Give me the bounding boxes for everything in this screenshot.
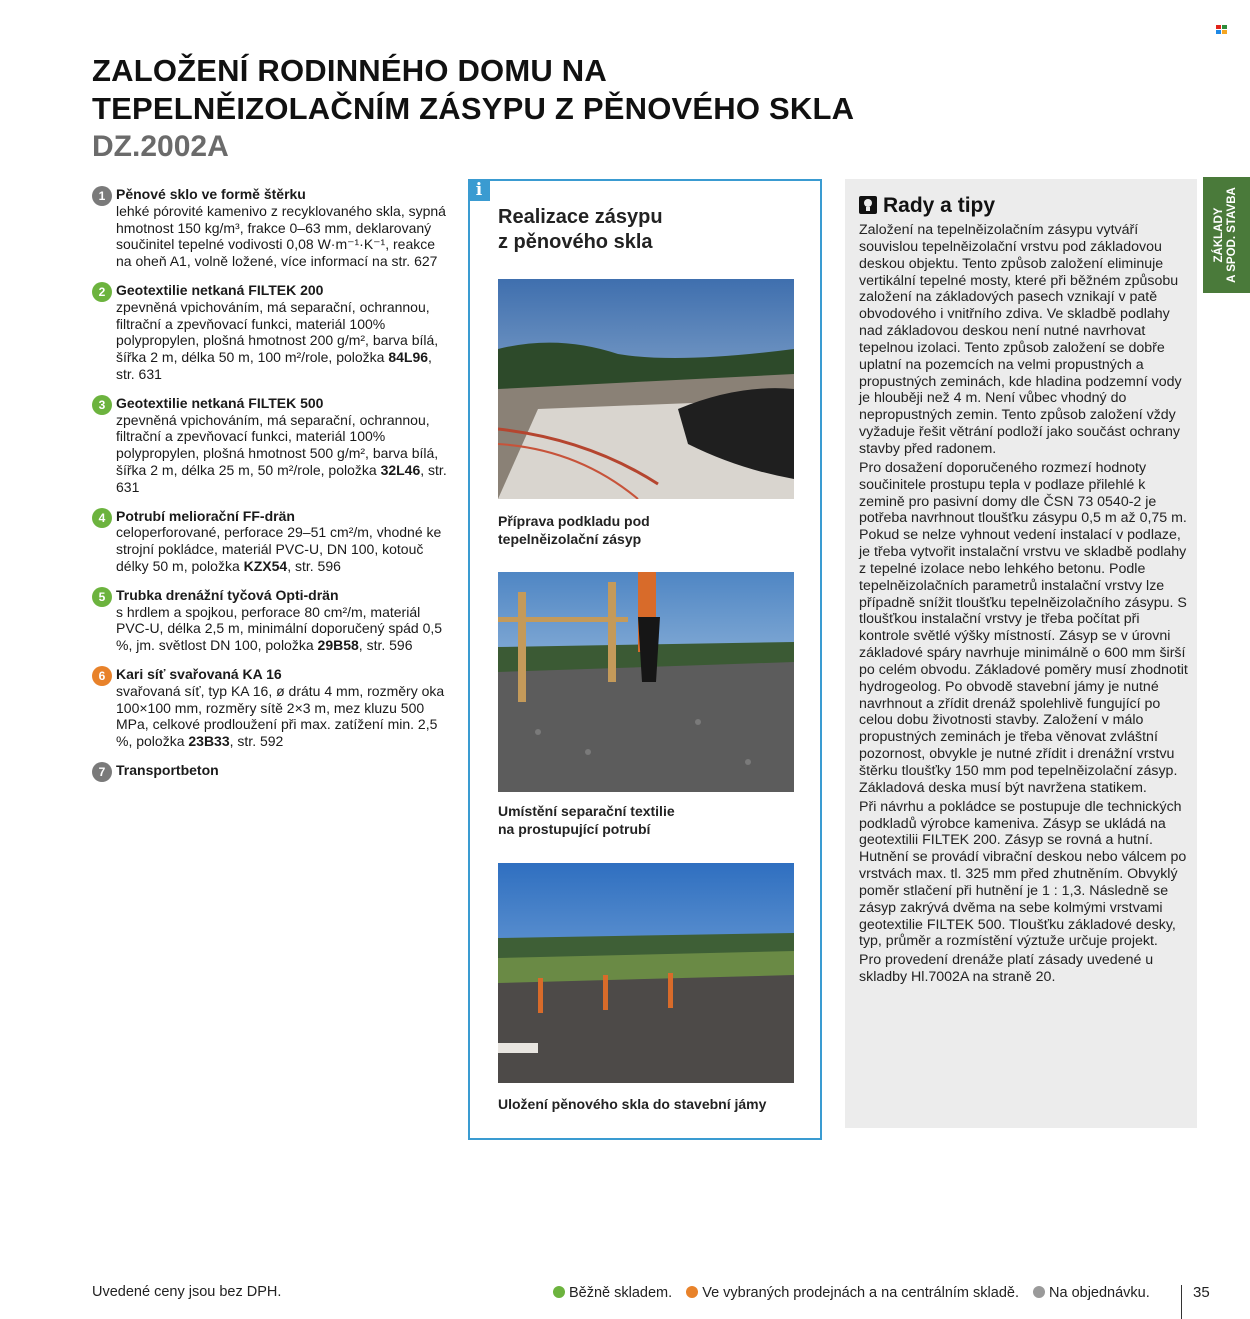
tips-body	[859, 222, 1191, 988]
legend-item-title: Potrubí meliorační FF-drän	[116, 507, 295, 524]
brand-logo	[1216, 25, 1228, 35]
legend-item-title: Kari síť svařovaná KA 16	[116, 665, 282, 682]
legend-item-desc: celoperforované, perforace 29–51 cm²/m, vhodné ke strojní pokládce, materiál PVC-U, DN 100, kotouč délky 50 m, položka KZX54, str. 596	[116, 524, 442, 574]
legend-item-title: Geotextilie netkaná FILTEK 200	[116, 281, 324, 298]
legend-item-title: Transportbeton	[116, 761, 219, 778]
legend-item-desc: zpevněná vpichováním, má separační, ochrannou, filtrační a zpevňovací funkci, materiál 100% polypropylen, plošná hmotnost 200 g/m², barva bílá, šířka 2 m, délka 50 m, 100 m²/role, položka 84L96, str. 631	[116, 298, 439, 382]
legend-item-title: Geotextilie netkaná FILTEK 500	[116, 394, 324, 411]
page-title-line1: ZALOŽENÍ RODINNÉHO DOMU NA	[92, 53, 607, 88]
logo-square-green	[1222, 25, 1227, 29]
detail-code: DZ.2002A	[92, 130, 229, 163]
lightbulb-icon	[859, 196, 877, 214]
photo-foam-glass-laying	[498, 863, 794, 1083]
tips-heading: Rady a tipy	[859, 193, 995, 219]
item-code: KZX54	[243, 557, 288, 574]
item-code: 23B33	[188, 733, 230, 750]
tips-paragraph: Založení na tepelněizolačním zásypu vytváří souvislou tepelněizolační vrstvu pod základovou deskou objektu. Tento způsob založení eliminuje vertikální tepelné mosty, které při běžném způsobu založení na základových pasech vznikají v patě obvodového i vnitřního zdiva. Ve skladbě podlahy nad základovou deskou není nutné navrhovat tepelnou izolaci. Tento způsob založení se dobře uplatní na pozemcích na velmi propustných a propustných zeminách, kde hladina podzemní vody je hlouběji než 4 m. Není vůbec vhodný do nepropustných zemin. Tento způsob založení vždy vyžaduje řešit větrání podloží jako součást ochrany stavby před radonem.	[859, 222, 1182, 457]
grey-dot-icon	[1033, 1286, 1045, 1298]
legend-number-badge: 7	[92, 762, 112, 782]
legend-item-desc: svařovaná síť, typ KA 16, ø drátu 4 mm, rozměry oka 100×100 mm, rozměry sítě 2×3 m, mez kluzu 500 MPa, celkové prodloužení při max. zatížení min. 2,5 %, položka 23B33, str. 592	[116, 682, 445, 750]
photo-caption: Umístění separační textilie na prostupující potrubí	[498, 803, 675, 837]
legend-number-badge: 5	[92, 587, 112, 607]
logo-square-blue	[1216, 30, 1221, 34]
legend-item	[92, 762, 452, 779]
page-title-line2: TEPELNĚIZOLAČNÍM ZÁSYPU Z PĚNOVÉHO SKLA	[92, 91, 855, 126]
orange-dot-icon	[686, 1286, 698, 1298]
tips-paragraph: Pro provedení drenáže platí zásady uvedené u skladby Hl.7002A na straně 20.	[859, 952, 1154, 986]
legend-item	[92, 395, 452, 496]
legend-item-desc: zpevněná vpichováním, má separační, ochrannou, filtrační a zpevňovací funkci, materiál 100% polypropylen, plošná hmotnost 500 g/m², barva bílá, šířka 2 m, délka 25 m, 50 m²/role, položka 32L46, str. 631	[116, 411, 447, 495]
section-side-tab-label: ZÁKLADY A SPOD. STAVBA	[1213, 187, 1238, 283]
availability-item-in-stock: Běžně skladem.	[553, 1285, 672, 1301]
tips-paragraph: Pro dosažení doporučeného rozmezí hodnoty součinitele prostupu tepla v podlaze přilehlé k zemině pro pasivní domy dle ČSN 73 0540-2 je potřeba navrhnout tloušťku zásypu 0,5 m až 0,75 m. Pokud se nelze vyhnout vedení instalací v podlaze, je třeba vytvořit instalační vrstvu ve skladbě podlahy z tepelné izolace nebo lehkého betonu. Podle tepelněizolačních parametrů instalační vrstvy lze případně snížit tloušťku tepelněizolačního zásypu. S tloušťkou instalační vrstvy je třeba počítat při kontrole světlé výšky místností. Zásyp se v úrovni základové spáry navrhuje minimálně o 600 mm širší po celém obvodu. Základové poměry musí zhodnotit hydrogeolog. Po obvodě stavební jámy je nutné navrhnout a zřídit drenáž spolehlivě fungující po celou dobu životnosti stavby. Založení v málo propustných zeminách je třeba věnovat zvláštní pozornost, obvykle je nutné zřídit i drenážní vrstvu štěrku tloušťky 150 mm pod tepelněizolační zásyp. Základová deska musí být navržena statikem.	[859, 459, 1188, 796]
legend-item-desc: s hrdlem a spojkou, perforace 80 cm²/m, materiál PVC-U, délka 2,5 m, minimální doporučený spád 0,5 %, jm. světlost DN 100, položka 29B58, str. 596	[116, 603, 443, 654]
legend-item	[92, 666, 452, 750]
legend-number-badge: 4	[92, 508, 112, 528]
legend-item	[92, 508, 452, 575]
page-title	[92, 52, 952, 128]
legend-number-badge: 3	[92, 395, 112, 415]
tips-paragraph: Při návrhu a pokládce se postupuje dle technických podkladů výrobce kameniva. Zásyp se ukládá na geotextilii FILTEK 200. Zásyp se rovná a hutní. Hutnění se provádí vibrační deskou nebo válcem po vrstvách max. tl. 325 mm před zhutněním. Obvyklý poměr stlačení při hutnění je 1 : 1,3. Následně se zásyp zakrývá dvěma na sebe kolmými vrstvami geotextilie FILTEK 500. Tloušťku základové desky, typ, průměr a rozmístění výztuže určuje projekt.	[859, 798, 1187, 950]
photo-caption: Uložení pěnového skla do stavební jámy	[498, 1096, 767, 1112]
legend-number-badge: 2	[92, 282, 112, 302]
green-dot-icon	[553, 1286, 565, 1298]
legend-item-title: Trubka drenážní tyčová Opti-drän	[116, 586, 339, 603]
item-code: 84L96	[388, 349, 429, 366]
page-number: 35	[1193, 1284, 1210, 1301]
section-side-tab[interactable]	[1203, 177, 1250, 293]
logo-square-yellow	[1222, 30, 1227, 34]
photo-separation-textile	[498, 572, 794, 792]
component-legend	[92, 186, 452, 791]
info-icon: i	[468, 179, 490, 201]
photo-subgrade-preparation	[498, 279, 794, 499]
tips-box	[845, 179, 1197, 1128]
realization-title: Realizace zásypu z pěnového skla	[498, 206, 663, 253]
legend-item	[92, 587, 452, 654]
legend-item-desc: lehké pórovité kamenivo z recyklovaného skla, sypná hmotnost 150 kg/m³, frakce 0–63 mm, deklarovaný součinitel tepelné vodivosti 0,08 W·m⁻¹·K⁻¹, reakce na oheň A1, volně ložené, více informací na str. 627	[116, 202, 446, 270]
legend-item	[92, 282, 452, 383]
item-code: 32L46	[380, 461, 421, 478]
availability-legend	[553, 1285, 1160, 1301]
logo-square-red	[1216, 25, 1221, 29]
item-code: 29B58	[317, 637, 359, 654]
realization-box	[468, 179, 822, 1140]
legend-number-badge: 6	[92, 666, 112, 686]
page-number-divider	[1181, 1285, 1182, 1319]
availability-item-on-order: Na objednávku.	[1033, 1285, 1150, 1301]
legend-item	[92, 186, 452, 270]
photo-caption: Příprava podkladu pod tepelněizolační zásyp	[498, 513, 650, 547]
availability-item-selected-stores: Ve vybraných prodejnách a na centrálním skladě.	[686, 1285, 1019, 1301]
legend-number-badge: 1	[92, 186, 112, 206]
legend-item-title: Pěnové sklo ve formě štěrku	[116, 186, 306, 202]
vat-note: Uvedené ceny jsou bez DPH.	[92, 1284, 282, 1300]
